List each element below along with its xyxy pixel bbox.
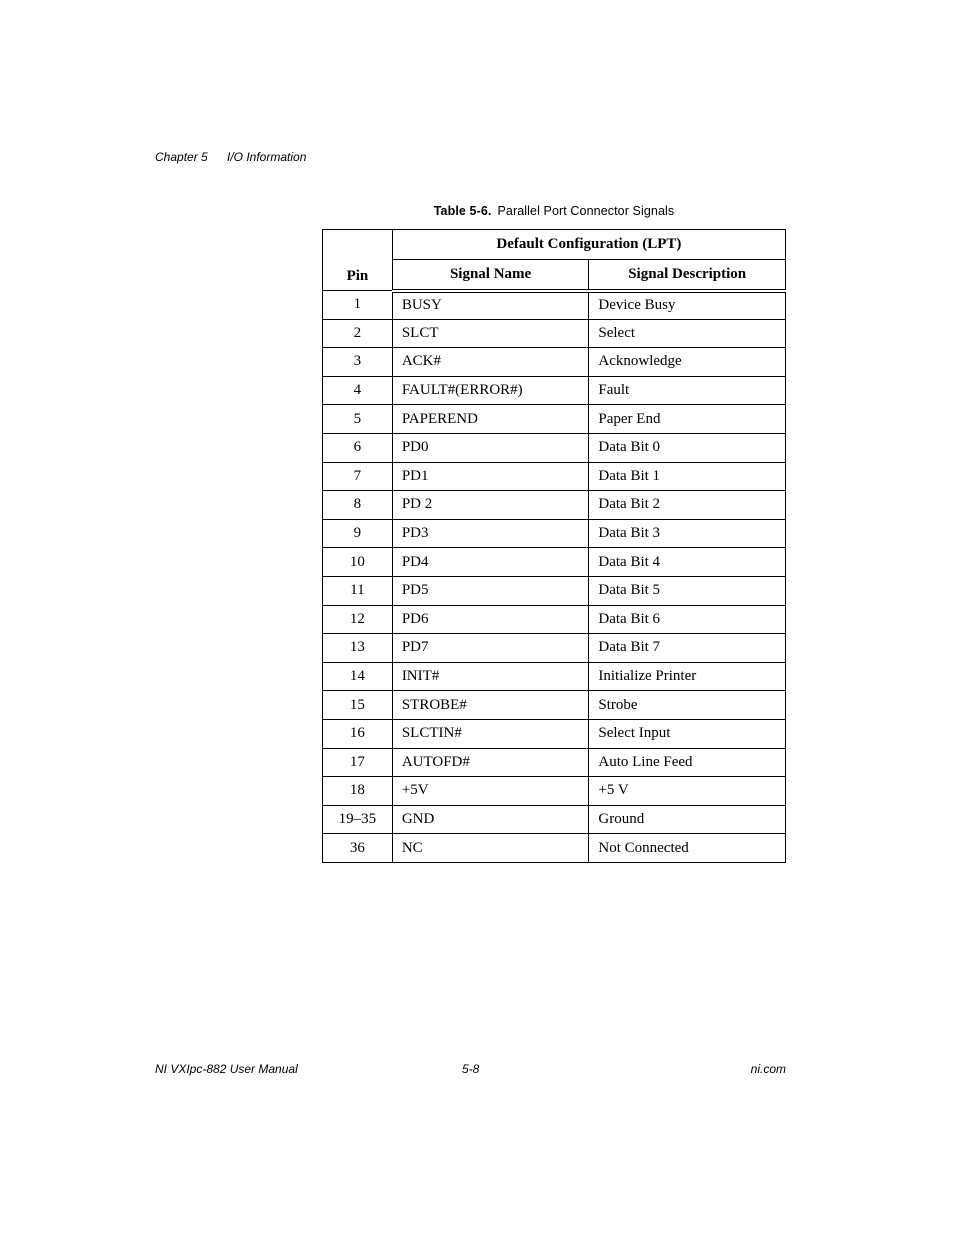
signal-description-cell: Data Bit 6 bbox=[589, 605, 786, 634]
pin-cell: 11 bbox=[323, 576, 393, 605]
pin-cell: 19–35 bbox=[323, 805, 393, 834]
signal-name-cell: STROBE# bbox=[392, 691, 589, 720]
footer-website: ni.com bbox=[750, 1062, 786, 1076]
signal-description-cell: Data Bit 4 bbox=[589, 548, 786, 577]
table-row bbox=[323, 834, 786, 863]
pin-cell: 14 bbox=[323, 662, 393, 691]
table-row bbox=[323, 634, 786, 663]
signal-name-cell: ACK# bbox=[392, 348, 589, 377]
signal-name-cell: PD1 bbox=[392, 462, 589, 491]
pin-cell: 8 bbox=[323, 491, 393, 520]
signal-name-column-header: Signal Name bbox=[392, 260, 589, 291]
signal-description-cell: Not Connected bbox=[589, 834, 786, 863]
footer-page-number: 5-8 bbox=[462, 1062, 480, 1076]
signal-name-cell: INIT# bbox=[392, 662, 589, 691]
table-row bbox=[323, 376, 786, 405]
signal-description-cell: +5 V bbox=[589, 777, 786, 806]
table-caption-label: Table 5-6. bbox=[433, 204, 492, 218]
pin-cell: 5 bbox=[323, 405, 393, 434]
pin-cell: 18 bbox=[323, 777, 393, 806]
table-row bbox=[323, 291, 786, 320]
pin-cell: 12 bbox=[323, 605, 393, 634]
table-row bbox=[323, 462, 786, 491]
default-configuration-header: Default Configuration (LPT) bbox=[392, 230, 785, 260]
chapter-label: Chapter 5 bbox=[155, 150, 208, 164]
table-row bbox=[323, 491, 786, 520]
signal-name-cell: NC bbox=[392, 834, 589, 863]
table-caption bbox=[322, 204, 786, 218]
table-row bbox=[323, 576, 786, 605]
signal-name-cell: PAPEREND bbox=[392, 405, 589, 434]
section-label: I/O Information bbox=[227, 150, 307, 164]
signal-name-cell: AUTOFD# bbox=[392, 748, 589, 777]
signal-name-cell: FAULT#(ERROR#) bbox=[392, 376, 589, 405]
signal-name-cell: +5V bbox=[392, 777, 589, 806]
signal-description-cell: Select Input bbox=[589, 719, 786, 748]
footer-manual-title: NI VXIpc-882 User Manual bbox=[155, 1062, 298, 1076]
parallel-port-signals-table bbox=[322, 229, 786, 863]
signal-name-cell: PD 2 bbox=[392, 491, 589, 520]
signal-name-cell: SLCTIN# bbox=[392, 719, 589, 748]
pin-cell: 6 bbox=[323, 433, 393, 462]
table-row bbox=[323, 548, 786, 577]
signal-description-cell: Strobe bbox=[589, 691, 786, 720]
table-row bbox=[323, 405, 786, 434]
running-header bbox=[155, 150, 306, 164]
pin-cell: 2 bbox=[323, 319, 393, 348]
pin-cell: 10 bbox=[323, 548, 393, 577]
pin-cell: 17 bbox=[323, 748, 393, 777]
table-row bbox=[323, 519, 786, 548]
table-row bbox=[323, 433, 786, 462]
signal-description-cell: Auto Line Feed bbox=[589, 748, 786, 777]
table-row bbox=[323, 319, 786, 348]
pin-column-header: Pin bbox=[323, 230, 393, 291]
signal-name-cell: PD5 bbox=[392, 576, 589, 605]
signal-description-cell: Acknowledge bbox=[589, 348, 786, 377]
pin-cell: 36 bbox=[323, 834, 393, 863]
pin-cell: 15 bbox=[323, 691, 393, 720]
signal-name-cell: PD4 bbox=[392, 548, 589, 577]
pin-cell: 7 bbox=[323, 462, 393, 491]
signal-description-cell: Fault bbox=[589, 376, 786, 405]
signal-name-cell: PD7 bbox=[392, 634, 589, 663]
signal-description-cell: Ground bbox=[589, 805, 786, 834]
signal-description-cell: Paper End bbox=[589, 405, 786, 434]
signal-description-cell: Data Bit 3 bbox=[589, 519, 786, 548]
signal-description-column-header: Signal Description bbox=[589, 260, 786, 291]
table-row bbox=[323, 719, 786, 748]
signal-description-cell: Initialize Printer bbox=[589, 662, 786, 691]
signal-description-cell: Device Busy bbox=[589, 291, 786, 320]
table-row bbox=[323, 691, 786, 720]
signal-description-cell: Data Bit 5 bbox=[589, 576, 786, 605]
signal-name-cell: PD3 bbox=[392, 519, 589, 548]
table-row bbox=[323, 805, 786, 834]
table-row bbox=[323, 348, 786, 377]
pin-cell: 4 bbox=[323, 376, 393, 405]
signal-name-cell: PD6 bbox=[392, 605, 589, 634]
signal-rows bbox=[323, 291, 786, 863]
table-caption-title: Parallel Port Connector Signals bbox=[497, 204, 675, 218]
table-row bbox=[323, 605, 786, 634]
table-row bbox=[323, 748, 786, 777]
table-row bbox=[323, 662, 786, 691]
pin-cell: 13 bbox=[323, 634, 393, 663]
signal-name-cell: BUSY bbox=[392, 291, 589, 320]
signal-description-cell: Data Bit 0 bbox=[589, 433, 786, 462]
signal-name-cell: GND bbox=[392, 805, 589, 834]
signal-description-cell: Select bbox=[589, 319, 786, 348]
pin-cell: 1 bbox=[323, 291, 393, 320]
signal-description-cell: Data Bit 1 bbox=[589, 462, 786, 491]
pin-cell: 16 bbox=[323, 719, 393, 748]
signal-name-cell: SLCT bbox=[392, 319, 589, 348]
table-row bbox=[323, 777, 786, 806]
signal-description-cell: Data Bit 2 bbox=[589, 491, 786, 520]
pin-cell: 3 bbox=[323, 348, 393, 377]
pin-cell: 9 bbox=[323, 519, 393, 548]
signal-description-cell: Data Bit 7 bbox=[589, 634, 786, 663]
signal-name-cell: PD0 bbox=[392, 433, 589, 462]
